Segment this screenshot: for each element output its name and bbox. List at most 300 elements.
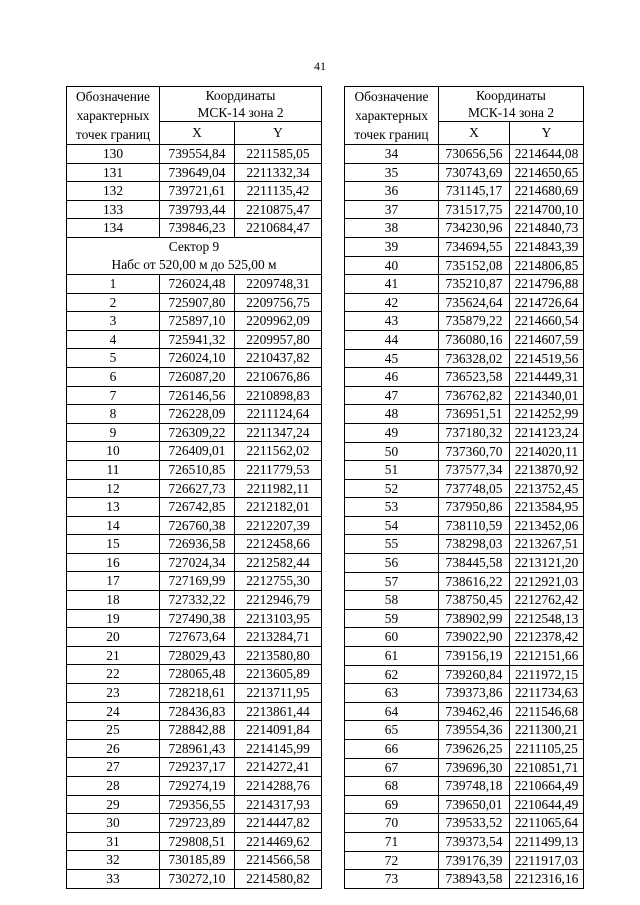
point-number: 71: [345, 832, 439, 851]
y-coordinate: 2211300,21: [510, 721, 584, 740]
x-coordinate: 727673,64: [160, 628, 235, 647]
point-number: 19: [67, 609, 160, 628]
table-row: [345, 423, 584, 442]
point-number: 44: [345, 330, 439, 349]
x-coordinate: 736080,16: [439, 330, 510, 349]
table-row: [67, 367, 322, 386]
point-number: 26: [67, 739, 160, 758]
point-number: 132: [67, 182, 160, 201]
x-coordinate: 738445,58: [439, 554, 510, 573]
y-coordinate: 2214288,76: [235, 777, 322, 796]
table-row: [345, 219, 584, 238]
y-header: Y: [235, 122, 322, 145]
table-row: [67, 814, 322, 833]
x-coordinate: 727169,99: [160, 572, 235, 591]
table-row: [67, 182, 322, 201]
point-number: 30: [67, 814, 160, 833]
table-row: [345, 684, 584, 703]
x-coordinate: 731145,17: [439, 182, 510, 201]
x-coordinate: 726309,22: [160, 423, 235, 442]
y-coordinate: 2211972,15: [510, 665, 584, 684]
table-row: [345, 572, 584, 591]
table-row: [345, 628, 584, 647]
table-row: [67, 293, 322, 312]
y-coordinate: 2212921,03: [510, 572, 584, 591]
y-coordinate: 2210684,47: [235, 219, 322, 238]
designation-header: Обозначение характерных точек границ: [67, 87, 160, 145]
table-row: [345, 554, 584, 573]
x-coordinate: 739022,90: [439, 628, 510, 647]
x-coordinate: 727024,34: [160, 553, 235, 572]
x-coordinate: 739650,01: [439, 795, 510, 814]
y-coordinate: 2214607,59: [510, 330, 584, 349]
x-coordinate: 726409,01: [160, 442, 235, 461]
y-coordinate: 2212458,66: [235, 535, 322, 554]
table-row: [345, 163, 584, 182]
x-coordinate: 727490,38: [160, 609, 235, 628]
point-number: 21: [67, 646, 160, 665]
x-coordinate: 736762,82: [439, 386, 510, 405]
y-coordinate: 2209756,75: [235, 293, 322, 312]
point-number: 7: [67, 386, 160, 405]
x-coordinate: 739260,84: [439, 665, 510, 684]
x-coordinate: 725907,80: [160, 293, 235, 312]
y-coordinate: 2211065,64: [510, 814, 584, 833]
y-coordinate: 2213267,51: [510, 535, 584, 554]
x-coordinate: 728065,48: [160, 665, 235, 684]
table-row: [67, 386, 322, 405]
point-number: 22: [67, 665, 160, 684]
y-coordinate: 2213284,71: [235, 628, 322, 647]
y-coordinate: 2214796,88: [510, 275, 584, 294]
x-coordinate: 739373,54: [439, 832, 510, 851]
x-coordinate: 736951,51: [439, 405, 510, 424]
coordinates-table-right: [344, 86, 584, 889]
x-coordinate: 738943,58: [439, 870, 510, 889]
x-coordinate: 737577,34: [439, 461, 510, 480]
x-coordinate: 734694,55: [439, 237, 510, 256]
x-coordinate: 726510,85: [160, 460, 235, 479]
point-number: 40: [345, 256, 439, 275]
table-row: [67, 628, 322, 647]
y-coordinate: 2213870,92: [510, 461, 584, 480]
point-number: 24: [67, 702, 160, 721]
coordinates-header-title: Координаты: [476, 88, 546, 103]
sector-heading: [67, 237, 322, 274]
y-coordinate: 2214840,73: [510, 219, 584, 238]
x-coordinate: 737180,32: [439, 423, 510, 442]
table-row: [345, 535, 584, 554]
table-row: [67, 572, 322, 591]
x-header: X: [160, 122, 235, 145]
x-coordinate: 737748,05: [439, 479, 510, 498]
y-coordinate: 2210676,86: [235, 367, 322, 386]
x-coordinate: 728218,61: [160, 684, 235, 703]
table-row: [345, 368, 584, 387]
x-coordinate: 730185,89: [160, 851, 235, 870]
x-coordinate: 739846,23: [160, 219, 235, 238]
y-coordinate: 2214680,69: [510, 182, 584, 201]
point-number: 33: [67, 869, 160, 888]
point-number: 17: [67, 572, 160, 591]
y-coordinate: 2214566,58: [235, 851, 322, 870]
y-coordinate: 2213711,95: [235, 684, 322, 703]
x-coordinate: 739793,44: [160, 200, 235, 219]
y-coordinate: 2212316,16: [510, 870, 584, 889]
coordinates-header: [160, 87, 322, 122]
table-row: [345, 349, 584, 368]
point-number: 37: [345, 200, 439, 219]
point-number: 49: [345, 423, 439, 442]
point-number: 47: [345, 386, 439, 405]
sector-title: Сектор 9: [168, 238, 220, 254]
point-number: 68: [345, 777, 439, 796]
y-coordinate: 2211135,42: [235, 182, 322, 201]
point-number: 18: [67, 591, 160, 610]
x-coordinate: 728961,43: [160, 739, 235, 758]
y-coordinate: 2210664,49: [510, 777, 584, 796]
point-number: 134: [67, 219, 160, 238]
point-number: 15: [67, 535, 160, 554]
x-coordinate: 739533,52: [439, 814, 510, 833]
point-number: 63: [345, 684, 439, 703]
point-number: 54: [345, 516, 439, 535]
point-number: 130: [67, 145, 160, 164]
table-row: [67, 739, 322, 758]
y-coordinate: 2214449,31: [510, 368, 584, 387]
y-coordinate: 2210851,71: [510, 758, 584, 777]
x-coordinate: 739373,86: [439, 684, 510, 703]
x-coordinate: 726228,09: [160, 405, 235, 424]
x-coordinate: 735210,87: [439, 275, 510, 294]
point-number: 66: [345, 740, 439, 759]
table-row: [67, 274, 322, 293]
y-coordinate: 2212548,13: [510, 609, 584, 628]
table-row: [345, 312, 584, 331]
y-coordinate: 2213580,80: [235, 646, 322, 665]
point-number: 55: [345, 535, 439, 554]
designation-header: Обозначение характерных точек границ: [345, 87, 439, 145]
x-coordinate: 738616,22: [439, 572, 510, 591]
table-row: [67, 851, 322, 870]
y-coordinate: 2212182,01: [235, 498, 322, 517]
point-number: 31: [67, 832, 160, 851]
point-number: 6: [67, 367, 160, 386]
point-number: 53: [345, 498, 439, 517]
y-coordinate: 2209962,09: [235, 312, 322, 331]
y-coordinate: 2213121,20: [510, 554, 584, 573]
table-row: [345, 237, 584, 256]
x-coordinate: 739748,18: [439, 777, 510, 796]
point-number: 35: [345, 163, 439, 182]
point-number: 20: [67, 628, 160, 647]
y-coordinate: 2211585,05: [235, 145, 322, 164]
x-coordinate: 726627,73: [160, 479, 235, 498]
y-coordinate: 2209748,31: [235, 274, 322, 293]
x-coordinate: 735152,08: [439, 256, 510, 275]
point-number: 1: [67, 274, 160, 293]
x-coordinate: 726024,48: [160, 274, 235, 293]
x-coordinate: 728842,88: [160, 721, 235, 740]
x-coordinate: 735879,22: [439, 312, 510, 331]
y-coordinate: 2210875,47: [235, 200, 322, 219]
point-number: 64: [345, 702, 439, 721]
y-coordinate: 2212755,30: [235, 572, 322, 591]
x-coordinate: 739156,19: [439, 647, 510, 666]
point-number: 38: [345, 219, 439, 238]
table-row: [345, 461, 584, 480]
table-row: [345, 721, 584, 740]
table-row: [345, 591, 584, 610]
table-row: [67, 479, 322, 498]
x-coordinate: 737950,86: [439, 498, 510, 517]
point-number: 65: [345, 721, 439, 740]
x-coordinate: 738750,45: [439, 591, 510, 610]
table-row: [345, 832, 584, 851]
table-row: [345, 702, 584, 721]
point-number: 48: [345, 405, 439, 424]
x-coordinate: 739626,25: [439, 740, 510, 759]
point-number: 14: [67, 516, 160, 535]
y-coordinate: 2214700,10: [510, 200, 584, 219]
y-coordinate: 2211124,64: [235, 405, 322, 424]
y-coordinate: 2214145,99: [235, 739, 322, 758]
point-number: 62: [345, 665, 439, 684]
y-coordinate: 2214091,84: [235, 721, 322, 740]
table-row: [67, 442, 322, 461]
x-coordinate: 739554,36: [439, 721, 510, 740]
x-coordinate: 730743,69: [439, 163, 510, 182]
x-coordinate: 730656,56: [439, 145, 510, 164]
y-coordinate: 2214020,11: [510, 442, 584, 461]
x-coordinate: 739721,61: [160, 182, 235, 201]
point-number: 57: [345, 572, 439, 591]
point-number: 36: [345, 182, 439, 201]
point-number: 50: [345, 442, 439, 461]
table-row: [67, 349, 322, 368]
point-number: 58: [345, 591, 439, 610]
y-coordinate: 2212762,42: [510, 591, 584, 610]
point-number: 3: [67, 312, 160, 331]
y-coordinate: 2214317,93: [235, 795, 322, 814]
y-coordinate: 2214726,64: [510, 293, 584, 312]
table-row: [67, 405, 322, 424]
left-rows-after: [67, 274, 322, 888]
y-coordinate: 2214272,41: [235, 758, 322, 777]
point-number: 56: [345, 554, 439, 573]
table-row: [67, 163, 322, 182]
point-number: 133: [67, 200, 160, 219]
point-number: 28: [67, 777, 160, 796]
x-coordinate: 739462,46: [439, 702, 510, 721]
y-coordinate: 2214340,01: [510, 386, 584, 405]
table-row: [67, 665, 322, 684]
right-rows: [345, 145, 584, 889]
y-coordinate: 2214123,24: [510, 423, 584, 442]
y-coordinate: 2214843,39: [510, 237, 584, 256]
table-row: [345, 386, 584, 405]
y-coordinate: 2210437,82: [235, 349, 322, 368]
point-number: 61: [345, 647, 439, 666]
table-row: [67, 200, 322, 219]
y-coordinate: 2211546,68: [510, 702, 584, 721]
table-row: [345, 814, 584, 833]
left-rows-before: [67, 145, 322, 238]
point-number: 42: [345, 293, 439, 312]
point-number: 73: [345, 870, 439, 889]
y-coordinate: 2212207,39: [235, 516, 322, 535]
table-row: [67, 516, 322, 535]
point-number: 72: [345, 851, 439, 870]
table-row: [67, 869, 322, 888]
y-coordinate: 2211332,34: [235, 163, 322, 182]
table-row: [345, 200, 584, 219]
coordinates-header: [439, 87, 584, 122]
x-coordinate: 729808,51: [160, 832, 235, 851]
table-row: [345, 870, 584, 889]
coordinates-header-title: Координаты: [205, 88, 276, 103]
table-row: [345, 293, 584, 312]
point-number: 25: [67, 721, 160, 740]
point-number: 67: [345, 758, 439, 777]
y-coordinate: 2211105,25: [510, 740, 584, 759]
page-number: 41: [314, 59, 326, 73]
x-coordinate: 729237,17: [160, 758, 235, 777]
x-coordinate: 726760,38: [160, 516, 235, 535]
table-row: [345, 275, 584, 294]
table-row: [345, 479, 584, 498]
y-coordinate: 2213605,89: [235, 665, 322, 684]
x-coordinate: 730272,10: [160, 869, 235, 888]
table-row: [345, 498, 584, 517]
point-number: 2: [67, 293, 160, 312]
point-number: 8: [67, 405, 160, 424]
table-row: [67, 758, 322, 777]
point-number: 51: [345, 461, 439, 480]
y-header: Y: [510, 122, 584, 145]
point-number: 59: [345, 609, 439, 628]
point-number: 45: [345, 349, 439, 368]
table-row: [345, 851, 584, 870]
table-row: [67, 312, 322, 331]
y-coordinate: 2212946,79: [235, 591, 322, 610]
table-row: [345, 795, 584, 814]
table-row: [345, 740, 584, 759]
y-coordinate: 2213452,06: [510, 516, 584, 535]
x-coordinate: 725897,10: [160, 312, 235, 331]
table-row: [67, 702, 322, 721]
x-coordinate: 725941,32: [160, 330, 235, 349]
point-number: 4: [67, 330, 160, 349]
y-coordinate: 2210644,49: [510, 795, 584, 814]
x-coordinate: 736328,02: [439, 349, 510, 368]
x-coordinate: 731517,75: [439, 200, 510, 219]
y-coordinate: 2213103,95: [235, 609, 322, 628]
point-number: 43: [345, 312, 439, 331]
table-row: [345, 516, 584, 535]
coordinates-header-system: МСК-14 зона 2: [467, 105, 555, 120]
x-coordinate: 728029,43: [160, 646, 235, 665]
y-coordinate: 2211499,13: [510, 832, 584, 851]
y-coordinate: 2214252,99: [510, 405, 584, 424]
y-coordinate: 2214806,85: [510, 256, 584, 275]
y-coordinate: 2214660,54: [510, 312, 584, 331]
table-row: [67, 591, 322, 610]
point-number: 13: [67, 498, 160, 517]
point-number: 11: [67, 460, 160, 479]
y-coordinate: 2214519,56: [510, 349, 584, 368]
x-coordinate: 726742,85: [160, 498, 235, 517]
table-row: [67, 721, 322, 740]
y-coordinate: 2214650,65: [510, 163, 584, 182]
x-coordinate: 726146,56: [160, 386, 235, 405]
y-coordinate: 2212582,44: [235, 553, 322, 572]
point-number: 12: [67, 479, 160, 498]
x-coordinate: 729356,55: [160, 795, 235, 814]
y-coordinate: 2211917,03: [510, 851, 584, 870]
point-number: 23: [67, 684, 160, 703]
table-row: [67, 498, 322, 517]
y-coordinate: 2214469,62: [235, 832, 322, 851]
table-row: [67, 219, 322, 238]
table-row: [67, 646, 322, 665]
point-number: 46: [345, 368, 439, 387]
x-coordinate: 734230,96: [439, 219, 510, 238]
y-coordinate: 2211779,53: [235, 460, 322, 479]
point-number: 52: [345, 479, 439, 498]
y-coordinate: 2212151,66: [510, 647, 584, 666]
table-row: [345, 256, 584, 275]
point-number: 69: [345, 795, 439, 814]
table-row: [67, 330, 322, 349]
x-coordinate: 735624,64: [439, 293, 510, 312]
x-coordinate: 737360,70: [439, 442, 510, 461]
table-row: [345, 405, 584, 424]
table-row: [67, 777, 322, 796]
coordinates-header-system: МСК-14 зона 2: [197, 105, 284, 120]
x-header: X: [439, 122, 510, 145]
y-coordinate: 2210898,83: [235, 386, 322, 405]
point-number: 27: [67, 758, 160, 777]
x-coordinate: 726024,10: [160, 349, 235, 368]
y-coordinate: 2211982,11: [235, 479, 322, 498]
y-coordinate: 2213584,95: [510, 498, 584, 517]
point-number: 34: [345, 145, 439, 164]
table-row: [345, 777, 584, 796]
x-coordinate: 739696,30: [439, 758, 510, 777]
table-row: [67, 423, 322, 442]
table-row: [345, 182, 584, 201]
table-row: [67, 832, 322, 851]
x-coordinate: 736523,58: [439, 368, 510, 387]
point-number: 131: [67, 163, 160, 182]
x-coordinate: 738902,99: [439, 609, 510, 628]
table-row: [67, 795, 322, 814]
point-number: 9: [67, 423, 160, 442]
point-number: 5: [67, 349, 160, 368]
x-coordinate: 729274,19: [160, 777, 235, 796]
table-row: [345, 145, 584, 164]
y-coordinate: 2211347,24: [235, 423, 322, 442]
point-number: 41: [345, 275, 439, 294]
y-coordinate: 2211734,63: [510, 684, 584, 703]
point-number: 29: [67, 795, 160, 814]
table-row: [67, 460, 322, 479]
x-coordinate: 726936,58: [160, 535, 235, 554]
x-coordinate: 739176,39: [439, 851, 510, 870]
table-row: [345, 330, 584, 349]
table-row: [345, 609, 584, 628]
